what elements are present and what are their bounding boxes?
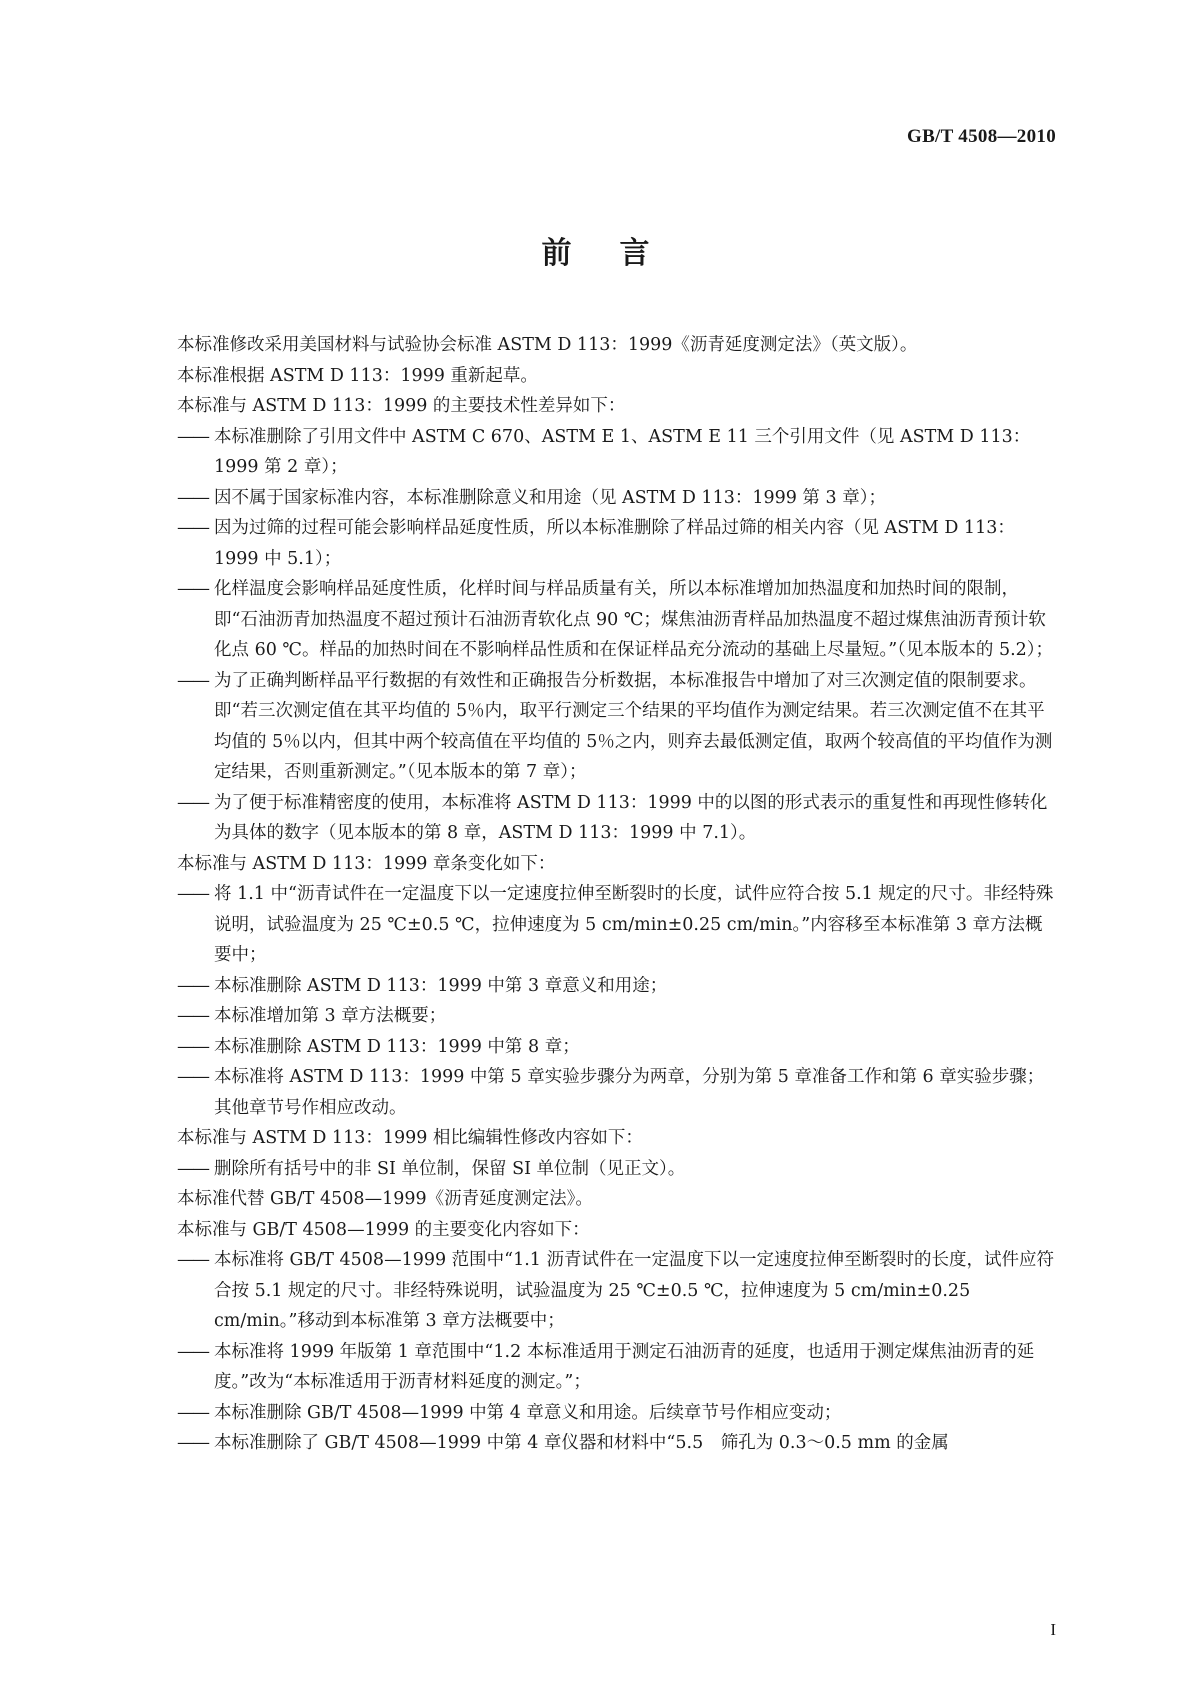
paragraph: 本标准根据 ASTM D 113：1999 重新起草。 <box>177 365 538 386</box>
dash-marker: —— <box>177 579 208 599</box>
list-item-text: 本标准删除 ASTM D 113：1999 中第 3 章意义和用途； <box>214 975 668 996</box>
paragraph: 本标准代替 GB/T 4508—1999《沥青延度测定法》。 <box>177 1189 593 1209</box>
standard-number: GB/T 4508—2010 <box>906 126 1056 147</box>
list-item-text: 将 1.1 中“沥青试件在一定温度下以一定速度拉伸至断裂时的长度，试件应符合按 5.1 规定的尺寸。非经特殊说明，试验温度为 25 ℃±0.5 ℃，拉伸速度为 5 cm/min±0.25 cm/min。”内容移至本标准第 3 章方法概要中； <box>214 884 1054 965</box>
title-char-2: 言 <box>619 236 650 271</box>
list-item-text: 删除所有括号中的非 SI 单位制，保留 SI 单位制（见正文）。 <box>214 1158 686 1179</box>
list-item-text: 本标准删除 ASTM D 113：1999 中第 8 章； <box>214 1036 580 1057</box>
list-item <box>177 1032 1057 1063</box>
list-item <box>177 483 1057 514</box>
list-item-text: 本标准删除了 GB/T 4508—1999 中第 4 章仪器和材料中“5.5 筛孔为 0.3～0.5 mm 的金属 <box>214 1433 949 1453</box>
dash-marker: —— <box>177 487 208 508</box>
list-item-text: 本标准删除 GB/T 4508—1999 中第 4 章意义和用途。后续章节号作相应变动； <box>214 1402 842 1423</box>
dash-marker: —— <box>177 426 208 447</box>
dash-marker: —— <box>177 1036 208 1057</box>
dash-marker: —— <box>177 670 208 691</box>
list-item <box>177 574 1057 666</box>
dash-marker: —— <box>177 1250 208 1270</box>
dash-marker: —— <box>177 1433 208 1453</box>
list-item <box>177 879 1057 971</box>
list-item <box>177 1398 1057 1429</box>
list-item-text: 为了便于标准精密度的使用，本标准将 ASTM D 113：1999 中的以图的形式表示的重复性和再现性修转化为具体的数字（见本版本的第 8 章，ASTM D 113：1999 中 7.1）。 <box>214 792 1048 843</box>
paragraph: 本标准与 ASTM D 113：1999 的主要技术性差异如下： <box>177 396 626 416</box>
dash-marker: —— <box>177 1341 208 1362</box>
list-item-text: 因为过筛的过程可能会影响样品延度性质，所以本标准删除了样品过筛的相关内容（见 ASTM D 113：1999 中 5.1）； <box>214 518 1015 569</box>
foreword-body <box>177 330 1057 1459</box>
list-item-text: 因不属于国家标准内容，本标准删除意义和用途（见 ASTM D 113：1999 第 3 章）； <box>214 487 886 508</box>
list-item-text: 化样温度会影响样品延度性质，化样时间与样品质量有关，所以本标准增加加热温度和加热时间的限制，即“石油沥青加热温度不超过预计石油沥青软化点 90 ℃；煤焦油沥青样品加热温度不超过煤焦油沥青预计软化点 60 ℃。样品的加热时间在不影响样品性质和在保证样品充分流动的基础上尽量短。”（见本版本的 5.2）； <box>214 579 1054 660</box>
list-item <box>177 1062 1057 1123</box>
dash-marker: —— <box>177 975 208 996</box>
list-item <box>177 1337 1057 1398</box>
list-item-text: 本标准增加第 3 章方法概要； <box>214 1006 447 1026</box>
dash-marker: —— <box>177 1067 208 1087</box>
list-item <box>177 971 1057 1002</box>
list-item-text: 本标准将 1999 年版第 1 章范围中“1.2 本标准适用于测定石油沥青的延度，也适用于测定煤焦油沥青的延度。”改为“本标准适用于沥青材料延度的测定。”； <box>214 1341 1035 1392</box>
dash-marker: —— <box>177 884 208 904</box>
list-item <box>177 1154 1057 1185</box>
list-item <box>177 513 1057 574</box>
paragraph: 本标准修改采用美国材料与试验协会标准 ASTM D 113：1999《沥青延度测定法》（英文版）。 <box>177 335 918 355</box>
list-item-text: 本标准将 ASTM D 113：1999 中第 5 章实验步骤分为两章，分别为第 5 章准备工作和第 6 章实验步骤；其他章节号作相应改动。 <box>214 1067 1045 1118</box>
dash-marker: —— <box>177 1402 208 1423</box>
list-item <box>177 1428 1057 1459</box>
title-char-1: 前 <box>541 236 572 271</box>
list-item-text: 为了正确判断样品平行数据的有效性和正确报告分析数据，本标准报告中增加了对三次测定值的限制要求。即“若三次测定值在其平均值的 5％内，取平行测定三个结果的平均值作为测定结果。若三次测定值不在其平均值的 5％以内，但其中两个较高值在平均值的 5％之内，则弃去最低测定值，取两个较高值的平均值作为测定结果，否则重新测定。”（见本版本的第 7 章）； <box>214 670 1053 782</box>
list-item <box>177 788 1057 849</box>
paragraph: 本标准与 GB/T 4508—1999 的主要变化内容如下： <box>177 1219 590 1240</box>
paragraph: 本标准与 ASTM D 113：1999 章条变化如下： <box>177 853 556 874</box>
paragraph: 本标准与 ASTM D 113：1999 相比编辑性修改内容如下： <box>177 1128 643 1148</box>
page-number: I <box>1050 1620 1056 1639</box>
list-item <box>177 1001 1057 1032</box>
dash-marker: —— <box>177 792 208 813</box>
list-item-text: 本标准将 GB/T 4508—1999 范围中“1.1 沥青试件在一定温度下以一定速度拉伸至断裂时的长度，试件应符合按 5.1 规定的尺寸。非经特殊说明，试验温度为 25 ℃±0.5 ℃，拉伸速度为 5 cm/min±0.25 cm/min。”移动到本标准第 3 章方法概要中； <box>214 1250 1055 1331</box>
list-item <box>177 1245 1057 1337</box>
list-item <box>177 422 1057 483</box>
dash-marker: —— <box>177 1006 208 1026</box>
page-title <box>0 228 1191 272</box>
list-item <box>177 666 1057 788</box>
list-item-text: 本标准删除了引用文件中 ASTM C 670、ASTM E 1、ASTM E 11 三个引用文件（见 ASTM D 113：1999 第 2 章）； <box>214 426 1031 477</box>
dash-marker: —— <box>177 518 208 538</box>
dash-marker: —— <box>177 1158 208 1179</box>
